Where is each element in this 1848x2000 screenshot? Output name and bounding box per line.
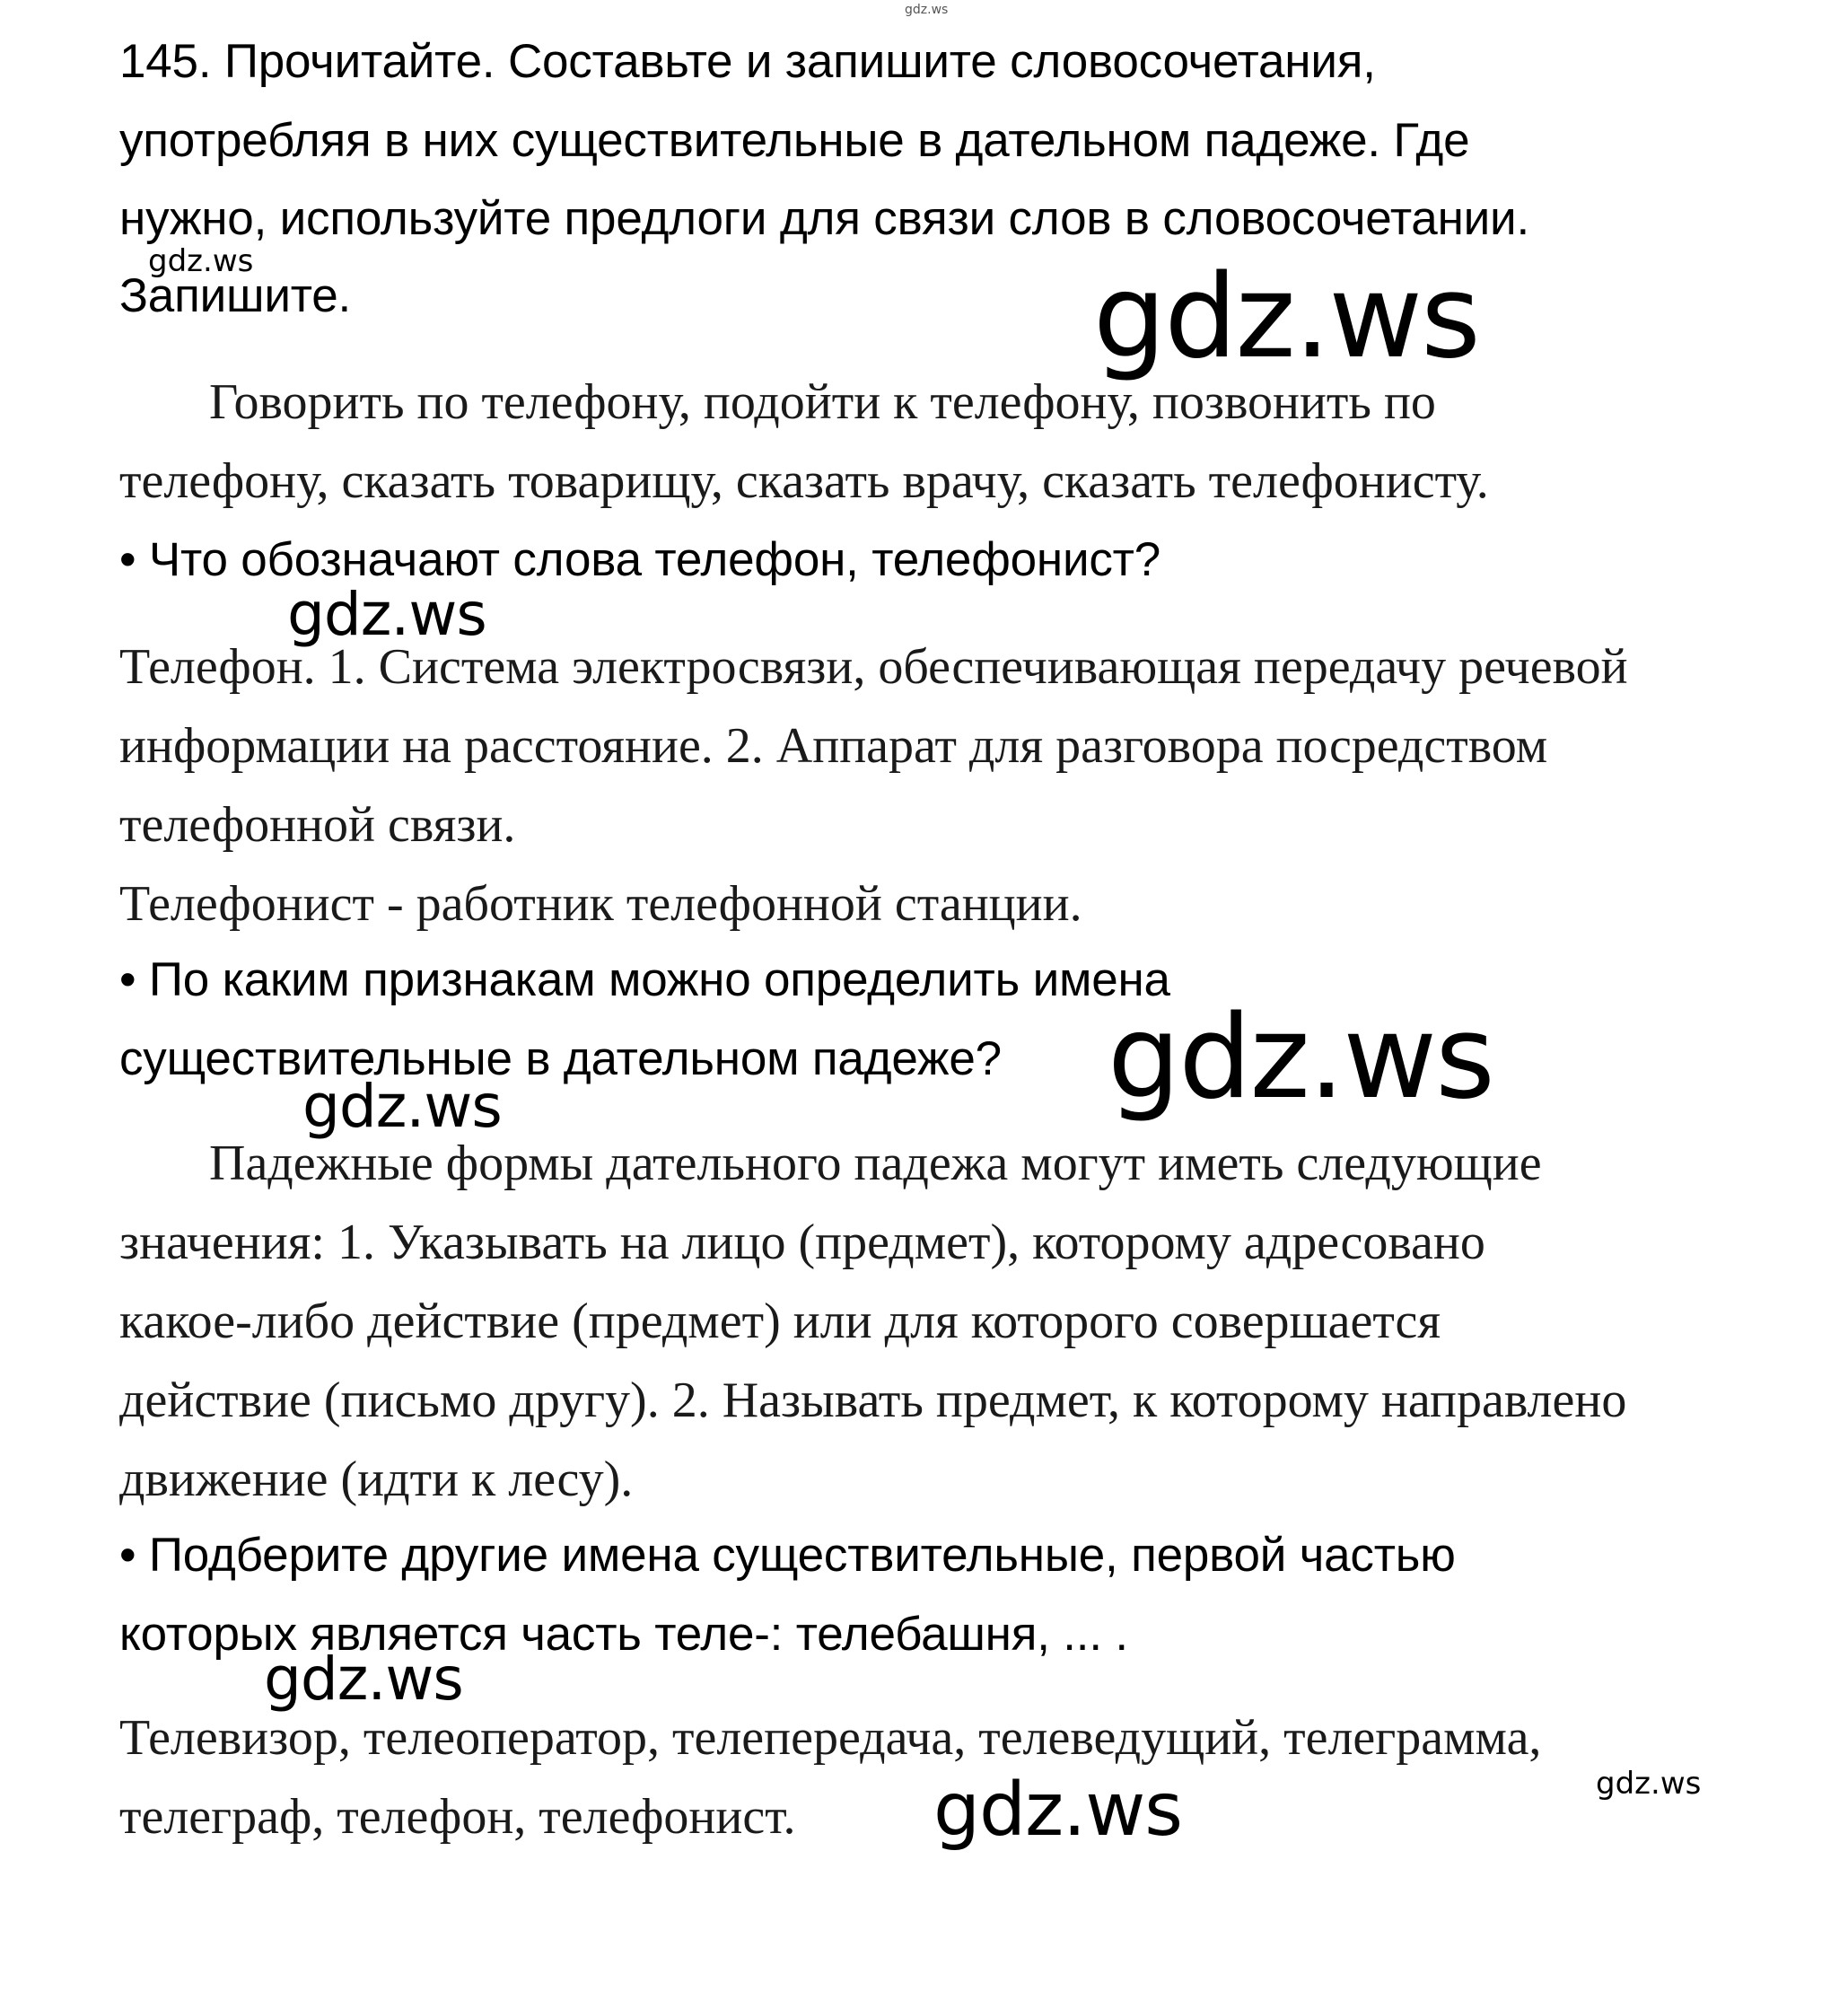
answer-2-line-5: движение (идти к лесу). <box>119 1452 634 1507</box>
answer-1-line-4: Телефонист - работник телефонной станции. <box>119 876 1082 932</box>
watermark-mid-1: gdz.ws <box>287 580 486 649</box>
answer-2-line-2: значения: 1. Указывать на лицо (предмет), которому адресовано <box>119 1215 1485 1270</box>
watermark-big-3: gdz.ws <box>933 1768 1182 1853</box>
answer-2-line-3: какое-либо действие (предмет) или для которого совершается <box>119 1294 1441 1349</box>
task-line-2: употребляя в них существительные в дательном падеже. Где <box>119 114 1470 167</box>
watermark-small-2: gdz.ws <box>1596 1766 1702 1802</box>
answer-1-line-1: Телефон. 1. Система электросвязи, обеспечивающая передачу речевой <box>119 639 1628 695</box>
task-line-3: нужно, используйте предлоги для связи слов в словосочетании. <box>119 192 1529 245</box>
question-3-line-2: которых является часть теле-: телебашня, ... . <box>119 1608 1128 1661</box>
answer-3-line-1: Телевизор, телеоператор, телепередача, телеведущий, телеграмма, <box>119 1710 1542 1766</box>
answer-3-line-2: телеграф, телефон, телефонист. <box>119 1789 796 1845</box>
watermark-small-1: gdz.ws <box>148 243 254 279</box>
question-2-line-1: • По каким признакам можно определить имена <box>119 953 1170 1006</box>
watermark-mid-3: gdz.ws <box>264 1645 463 1714</box>
answer-1-line-2: информации на расстояние. 2. Аппарат для разговора посредством <box>119 718 1548 774</box>
question-1: • Что обозначают слова телефон, телефонист? <box>119 533 1161 586</box>
exercise-line-2: телефону, сказать товарищу, сказать врачу, сказать телефонисту. <box>119 453 1489 509</box>
answer-2-line-4: действие (письмо другу). 2. Называть предмет, к которому направлено <box>119 1373 1627 1428</box>
watermark-mid-2: gdz.ws <box>302 1072 502 1141</box>
watermark-big-1: gdz.ws <box>1093 250 1479 384</box>
exercise-line-1: Говорить по телефону, подойти к телефону, позвонить по <box>209 374 1436 430</box>
question-2-line-2: существительные в дательном падеже? <box>119 1032 1002 1085</box>
answer-2-line-1: Падежные формы дательного падежа могут иметь следующие <box>209 1136 1542 1191</box>
answer-1-line-3: телефонной связи. <box>119 797 516 853</box>
question-3-line-1: • Подберите другие имена существительные, первой частью <box>119 1529 1456 1582</box>
watermark-big-2: gdz.ws <box>1108 991 1493 1125</box>
watermark-top: gdz.ws <box>905 3 949 17</box>
task-line-4: Запишите. <box>119 269 351 322</box>
task-line-1: 145. Прочитайте. Составьте и запишите словосочетания, <box>119 35 1376 88</box>
